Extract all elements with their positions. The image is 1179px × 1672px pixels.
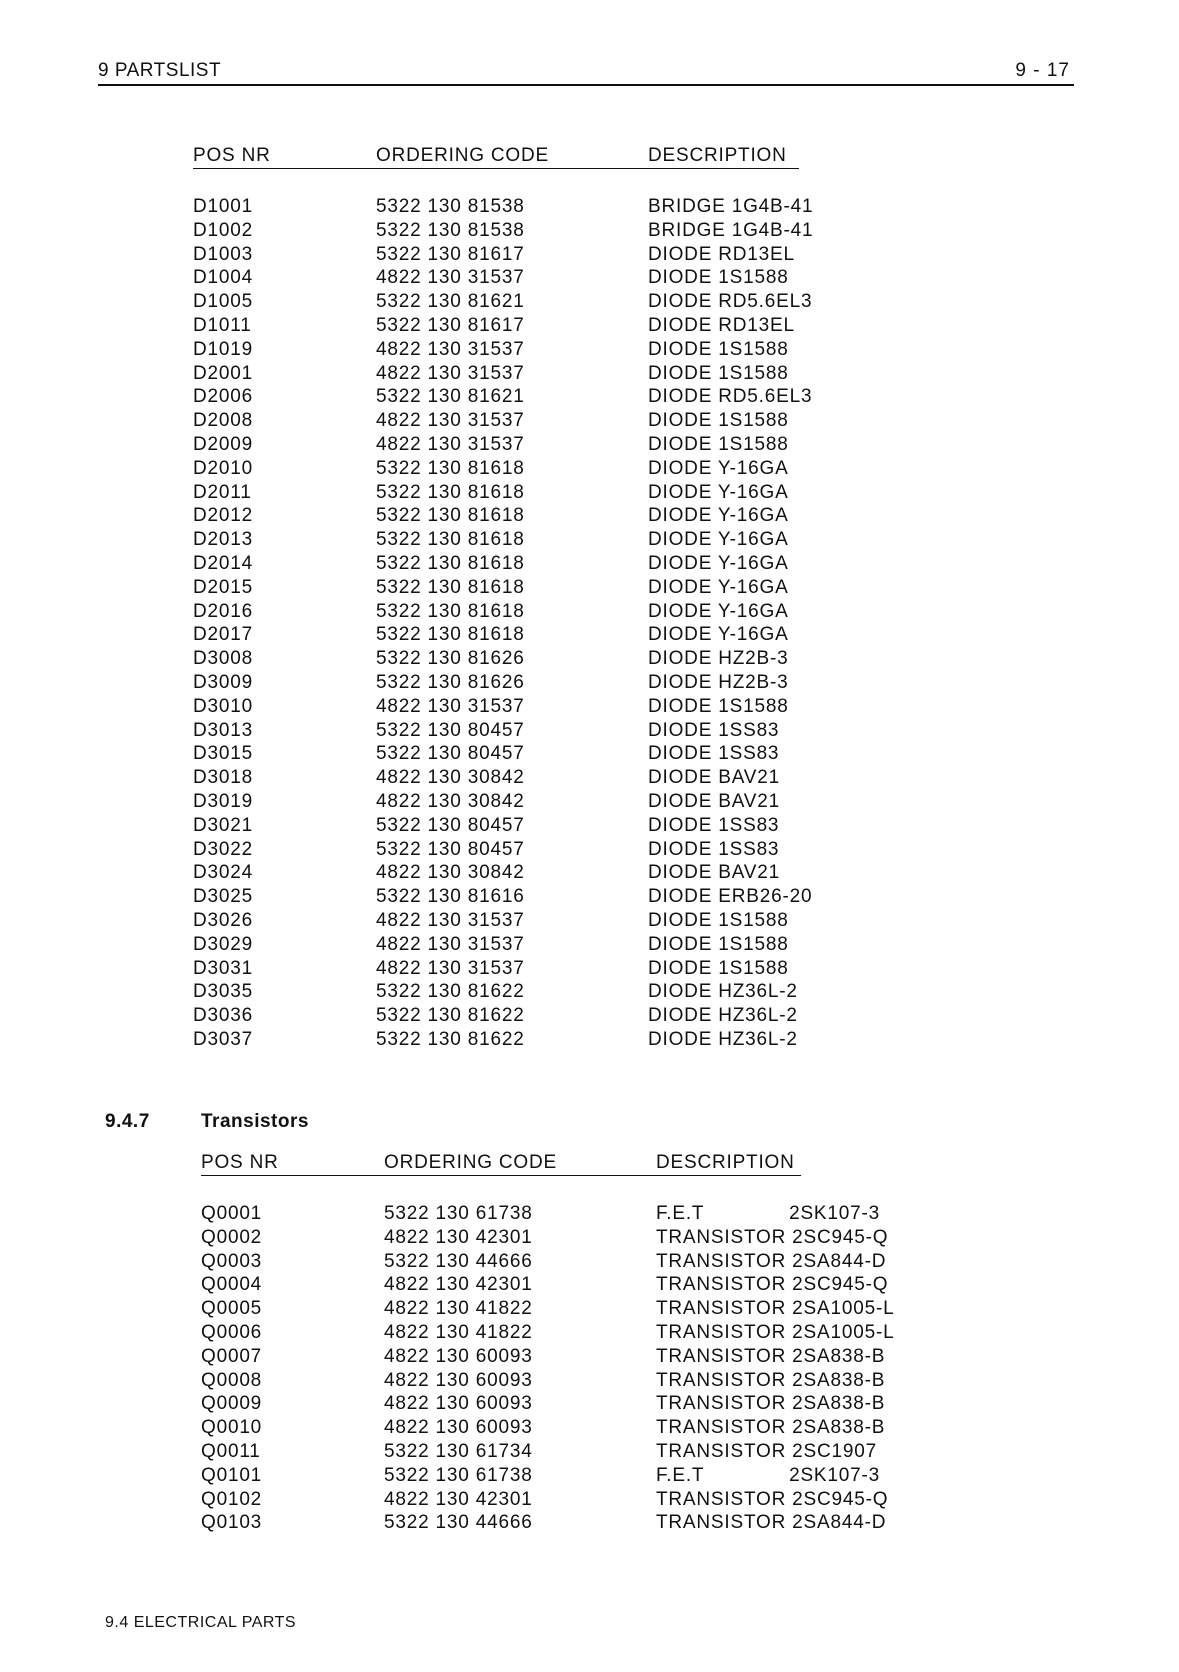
cell-pos-nr: D3010 bbox=[193, 695, 253, 717]
cell-ordering-code: 4822 130 30842 bbox=[376, 790, 525, 812]
cell-ordering-code: 5322 130 81618 bbox=[376, 505, 525, 527]
cell-description: TRANSISTOR 2SC945-Q bbox=[656, 1488, 889, 1510]
cell-ordering-code: 5322 130 81618 bbox=[376, 600, 525, 622]
table-row bbox=[201, 1440, 878, 1464]
cell-description: DIODE Y-16GA bbox=[648, 552, 789, 574]
cell-description: TRANSISTOR 2SA844-D bbox=[656, 1250, 887, 1272]
cell-ordering-code: 5322 130 81622 bbox=[376, 981, 525, 1003]
cell-description: DIODE 1SS83 bbox=[648, 838, 780, 860]
cell-pos-nr: Q0005 bbox=[201, 1298, 263, 1320]
table-row bbox=[201, 1369, 886, 1393]
cell-description: TRANSISTOR 2SA838-B bbox=[656, 1369, 886, 1391]
cell-description: DIODE 1SS83 bbox=[648, 814, 780, 836]
cell-description: DIODE BAV21 bbox=[648, 767, 780, 789]
cell-description: DIODE Y-16GA bbox=[648, 624, 789, 646]
table-row bbox=[193, 909, 799, 933]
cell-ordering-code: 4822 130 60093 bbox=[384, 1369, 533, 1391]
cell-pos-nr: D1019 bbox=[193, 338, 253, 360]
cell-pos-nr: D3015 bbox=[193, 743, 253, 765]
cell-description: DIODE Y-16GA bbox=[648, 505, 789, 527]
cell-pos-nr: D2009 bbox=[193, 433, 253, 455]
cell-description: DIODE Y-16GA bbox=[648, 457, 789, 479]
cell-pos-nr: D3021 bbox=[193, 814, 253, 836]
cell-ordering-code: 5322 130 81618 bbox=[376, 529, 525, 551]
cell-pos-nr: D1005 bbox=[193, 291, 253, 313]
table-row bbox=[193, 766, 799, 790]
cell-ordering-code: 5322 130 81618 bbox=[376, 481, 525, 503]
cell-description: DIODE Y-16GA bbox=[648, 576, 789, 598]
table-row bbox=[193, 290, 813, 314]
page-header bbox=[98, 58, 1074, 86]
column-header-pos: POS NR bbox=[193, 145, 271, 166]
cell-ordering-code: 4822 130 31537 bbox=[376, 909, 525, 931]
table-row bbox=[193, 742, 799, 766]
cell-ordering-code: 5322 130 80457 bbox=[376, 719, 525, 741]
table-row bbox=[193, 385, 813, 409]
cell-description: DIODE RD5.6EL3 bbox=[648, 291, 813, 313]
cell-description: DIODE 1S1588 bbox=[648, 933, 789, 955]
cell-description: TRANSISTOR 2SA838-B bbox=[656, 1417, 886, 1439]
table-row bbox=[193, 885, 813, 909]
cell-pos-nr: D2011 bbox=[193, 481, 252, 503]
cell-ordering-code: 5322 130 44666 bbox=[384, 1250, 533, 1272]
cell-pos-nr: D3031 bbox=[193, 957, 253, 979]
section-heading bbox=[105, 1111, 309, 1133]
cell-ordering-code: 4822 130 41822 bbox=[384, 1321, 533, 1343]
cell-pos-nr: Q0102 bbox=[201, 1488, 263, 1510]
cell-pos-nr: D2014 bbox=[193, 552, 253, 574]
table-row bbox=[193, 504, 799, 528]
cell-pos-nr: Q0007 bbox=[201, 1345, 263, 1367]
table-row bbox=[201, 1202, 881, 1226]
cell-ordering-code: 4822 130 42301 bbox=[384, 1488, 533, 1510]
cell-description: DIODE BAV21 bbox=[648, 790, 780, 812]
table-row bbox=[193, 576, 799, 600]
cell-description: TRANSISTOR 2SA838-B bbox=[656, 1345, 886, 1367]
cell-pos-nr: D3019 bbox=[193, 790, 253, 812]
cell-description: TRANSISTOR 2SA1005-L bbox=[656, 1321, 895, 1343]
cell-pos-nr: D1004 bbox=[193, 267, 253, 289]
cell-ordering-code: 4822 130 31537 bbox=[376, 410, 525, 432]
cell-ordering-code: 4822 130 60093 bbox=[384, 1417, 533, 1439]
cell-description: DIODE 1S1588 bbox=[648, 695, 789, 717]
cell-pos-nr: D3026 bbox=[193, 909, 253, 931]
cell-ordering-code: 4822 130 42301 bbox=[384, 1226, 533, 1248]
table-row bbox=[193, 1004, 799, 1028]
cell-ordering-code: 5322 130 81616 bbox=[376, 886, 525, 908]
cell-description: DIODE Y-16GA bbox=[648, 529, 789, 551]
cell-description: DIODE HZ36L-2 bbox=[648, 1028, 798, 1050]
cell-pos-nr: Q0103 bbox=[201, 1512, 263, 1534]
table-body bbox=[193, 195, 814, 1052]
table-body bbox=[201, 1202, 895, 1535]
section-number: 9.4.7 bbox=[105, 1111, 150, 1132]
table-row bbox=[193, 409, 799, 433]
cell-description: DIODE HZ2B-3 bbox=[648, 648, 789, 670]
cell-pos-nr: D3018 bbox=[193, 767, 253, 789]
cell-ordering-code: 5322 130 61738 bbox=[384, 1203, 533, 1224]
cell-description: DIODE 1S1588 bbox=[648, 338, 789, 360]
cell-ordering-code: 5322 130 81618 bbox=[376, 624, 525, 646]
cell-pos-nr: D2010 bbox=[193, 457, 253, 479]
table-row bbox=[193, 933, 799, 957]
cell-pos-nr: Q0004 bbox=[201, 1274, 263, 1296]
table-row bbox=[193, 338, 799, 362]
cell-pos-nr: D1011 bbox=[193, 314, 252, 336]
table-row bbox=[201, 1226, 889, 1250]
cell-ordering-code: 5322 130 81626 bbox=[376, 648, 525, 670]
cell-pos-nr: D2015 bbox=[193, 576, 253, 598]
cell-ordering-code: 4822 130 31537 bbox=[376, 433, 525, 455]
cell-ordering-code: 5322 130 81622 bbox=[376, 1005, 525, 1027]
cell-ordering-code: 4822 130 30842 bbox=[376, 767, 525, 789]
table-row bbox=[193, 980, 799, 1004]
cell-description: TRANSISTOR 2SC945-Q bbox=[656, 1226, 889, 1248]
table-row bbox=[201, 1392, 886, 1416]
cell-ordering-code: 4822 130 31537 bbox=[376, 338, 525, 360]
cell-pos-nr: Q0008 bbox=[201, 1369, 263, 1391]
cell-pos-nr: D2006 bbox=[193, 386, 253, 408]
cell-description: DIODE 1S1588 bbox=[648, 362, 789, 384]
cell-description: DIODE 1S1588 bbox=[648, 267, 789, 289]
diodes-table bbox=[193, 142, 814, 1052]
cell-description: TRANSISTOR 2SA844-D bbox=[656, 1512, 887, 1534]
column-header-code: ORDERING CODE bbox=[384, 1152, 557, 1173]
cell-pos-nr: D2012 bbox=[193, 505, 253, 527]
cell-ordering-code: 5322 130 81538 bbox=[376, 219, 525, 241]
cell-pos-nr: Q0009 bbox=[201, 1393, 263, 1415]
table-row bbox=[193, 957, 799, 981]
table-row bbox=[201, 1511, 887, 1535]
cell-pos-nr: D3009 bbox=[193, 671, 253, 693]
column-header-code: ORDERING CODE bbox=[376, 145, 549, 166]
cell-description: F.E.T 2SK107-3 bbox=[656, 1464, 881, 1486]
cell-ordering-code: 5322 130 81618 bbox=[376, 576, 525, 598]
cell-pos-nr: Q0003 bbox=[201, 1250, 263, 1272]
table-row bbox=[193, 695, 799, 719]
cell-pos-nr: D1003 bbox=[193, 243, 253, 265]
cell-description: TRANSISTOR 2SA1005-L bbox=[656, 1298, 895, 1320]
cell-pos-nr: D2017 bbox=[193, 624, 253, 646]
cell-pos-nr: D3036 bbox=[193, 1005, 253, 1027]
cell-ordering-code: 4822 130 31537 bbox=[376, 957, 525, 979]
table-row bbox=[193, 243, 799, 267]
page-footer: 9.4 ELECTRICAL PARTS bbox=[105, 1614, 297, 1631]
cell-pos-nr: D3008 bbox=[193, 648, 253, 670]
table-row bbox=[193, 195, 814, 219]
cell-ordering-code: 4822 130 31537 bbox=[376, 267, 525, 289]
cell-description: DIODE ERB26-20 bbox=[648, 886, 813, 908]
table-row bbox=[201, 1488, 889, 1512]
cell-description: TRANSISTOR 2SC1907 bbox=[656, 1440, 878, 1462]
cell-ordering-code: 4822 130 60093 bbox=[384, 1345, 533, 1367]
table-row bbox=[201, 1321, 895, 1345]
cell-description: DIODE Y-16GA bbox=[648, 600, 789, 622]
cell-pos-nr: D1002 bbox=[193, 219, 253, 241]
cell-description: DIODE 1S1588 bbox=[648, 957, 789, 979]
table-row bbox=[193, 219, 814, 243]
cell-ordering-code: 4822 130 30842 bbox=[376, 862, 525, 884]
cell-description: F.E.T 2SK107-3 bbox=[656, 1203, 881, 1224]
cell-description: DIODE 1S1588 bbox=[648, 909, 789, 931]
cell-description: BRIDGE 1G4B-41 bbox=[648, 219, 814, 241]
cell-pos-nr: D3029 bbox=[193, 933, 253, 955]
cell-description: DIODE 1S1588 bbox=[648, 410, 789, 432]
cell-description: DIODE 1S1588 bbox=[648, 433, 789, 455]
table-header bbox=[193, 142, 799, 169]
cell-ordering-code: 5322 130 81617 bbox=[376, 243, 525, 265]
table-row bbox=[201, 1345, 886, 1369]
cell-pos-nr: Q0002 bbox=[201, 1226, 263, 1248]
cell-pos-nr: D3037 bbox=[193, 1028, 253, 1050]
cell-ordering-code: 5322 130 80457 bbox=[376, 743, 525, 765]
cell-pos-nr: D3035 bbox=[193, 981, 253, 1003]
cell-ordering-code: 4822 130 41822 bbox=[384, 1298, 533, 1320]
chapter-title: 9 PARTSLIST bbox=[98, 60, 222, 81]
cell-pos-nr: Q0010 bbox=[201, 1417, 263, 1439]
cell-ordering-code: 5322 130 81618 bbox=[376, 552, 525, 574]
cell-description: DIODE HZ36L-2 bbox=[648, 1005, 798, 1027]
cell-pos-nr: D3022 bbox=[193, 838, 253, 860]
table-row bbox=[193, 433, 799, 457]
cell-description: TRANSISTOR 2SC945-Q bbox=[656, 1274, 889, 1296]
cell-pos-nr: D3013 bbox=[193, 719, 253, 741]
table-row bbox=[201, 1464, 881, 1488]
cell-ordering-code: 4822 130 42301 bbox=[384, 1274, 533, 1296]
table-header bbox=[201, 1149, 801, 1176]
table-row bbox=[193, 314, 799, 338]
cell-description: DIODE 1SS83 bbox=[648, 719, 780, 741]
cell-ordering-code: 5322 130 81621 bbox=[376, 291, 525, 313]
table-row bbox=[193, 623, 799, 647]
cell-pos-nr: Q0011 bbox=[201, 1440, 261, 1462]
cell-description: DIODE 1SS83 bbox=[648, 743, 780, 765]
cell-ordering-code: 4822 130 31537 bbox=[376, 362, 525, 384]
cell-ordering-code: 5322 130 81622 bbox=[376, 1028, 525, 1050]
column-header-pos: POS NR bbox=[201, 1152, 279, 1173]
cell-description: DIODE HZ36L-2 bbox=[648, 981, 798, 1003]
cell-ordering-code: 5322 130 61734 bbox=[384, 1440, 533, 1462]
cell-pos-nr: D2016 bbox=[193, 600, 253, 622]
table-row bbox=[193, 457, 799, 481]
table-row bbox=[193, 647, 799, 671]
table-row bbox=[193, 600, 799, 624]
cell-pos-nr: D3024 bbox=[193, 862, 253, 884]
table-row bbox=[193, 266, 799, 290]
table-row bbox=[193, 861, 799, 885]
table-row bbox=[193, 790, 799, 814]
table-row bbox=[193, 719, 799, 743]
cell-ordering-code: 5322 130 44666 bbox=[384, 1512, 533, 1534]
transistors-table bbox=[201, 1149, 895, 1535]
cell-pos-nr: D1001 bbox=[193, 196, 253, 217]
cell-ordering-code: 5322 130 80457 bbox=[376, 838, 525, 860]
cell-description: DIODE RD13EL bbox=[648, 243, 795, 265]
table-row bbox=[201, 1273, 889, 1297]
cell-ordering-code: 5322 130 81626 bbox=[376, 671, 525, 693]
cell-ordering-code: 5322 130 81618 bbox=[376, 457, 525, 479]
cell-ordering-code: 5322 130 81621 bbox=[376, 386, 525, 408]
table-row bbox=[201, 1416, 886, 1440]
table-row bbox=[201, 1250, 887, 1274]
cell-pos-nr: D2013 bbox=[193, 529, 253, 551]
cell-pos-nr: D2001 bbox=[193, 362, 253, 384]
cell-description: DIODE RD13EL bbox=[648, 314, 795, 336]
cell-ordering-code: 5322 130 80457 bbox=[376, 814, 525, 836]
table-row bbox=[201, 1297, 895, 1321]
table-row bbox=[193, 1028, 799, 1052]
table-row bbox=[193, 362, 799, 386]
cell-ordering-code: 5322 130 81538 bbox=[376, 196, 525, 217]
cell-pos-nr: D3025 bbox=[193, 886, 253, 908]
cell-pos-nr: Q0001 bbox=[201, 1203, 263, 1224]
cell-pos-nr: D2008 bbox=[193, 410, 253, 432]
cell-description: DIODE HZ2B-3 bbox=[648, 671, 789, 693]
cell-ordering-code: 4822 130 31537 bbox=[376, 933, 525, 955]
cell-description: DIODE Y-16GA bbox=[648, 481, 789, 503]
cell-description: DIODE RD5.6EL3 bbox=[648, 386, 813, 408]
cell-pos-nr: Q0006 bbox=[201, 1321, 263, 1343]
column-header-desc: DESCRIPTION bbox=[656, 1152, 795, 1173]
cell-description: DIODE BAV21 bbox=[648, 862, 780, 884]
cell-ordering-code: 4822 130 60093 bbox=[384, 1393, 533, 1415]
table-row bbox=[193, 528, 799, 552]
cell-description: BRIDGE 1G4B-41 bbox=[648, 196, 814, 217]
section-title: Transistors bbox=[201, 1111, 309, 1132]
column-header-desc: DESCRIPTION bbox=[648, 145, 787, 166]
table-row bbox=[193, 552, 799, 576]
table-row bbox=[193, 671, 799, 695]
page-number: 9 - 17 bbox=[1015, 60, 1070, 81]
cell-ordering-code: 4822 130 31537 bbox=[376, 695, 525, 717]
cell-ordering-code: 5322 130 61738 bbox=[384, 1464, 533, 1486]
cell-ordering-code: 5322 130 81617 bbox=[376, 314, 525, 336]
table-row bbox=[193, 814, 799, 838]
table-row bbox=[193, 838, 799, 862]
cell-description: TRANSISTOR 2SA838-B bbox=[656, 1393, 886, 1415]
table-row bbox=[193, 481, 799, 505]
cell-pos-nr: Q0101 bbox=[201, 1464, 263, 1486]
